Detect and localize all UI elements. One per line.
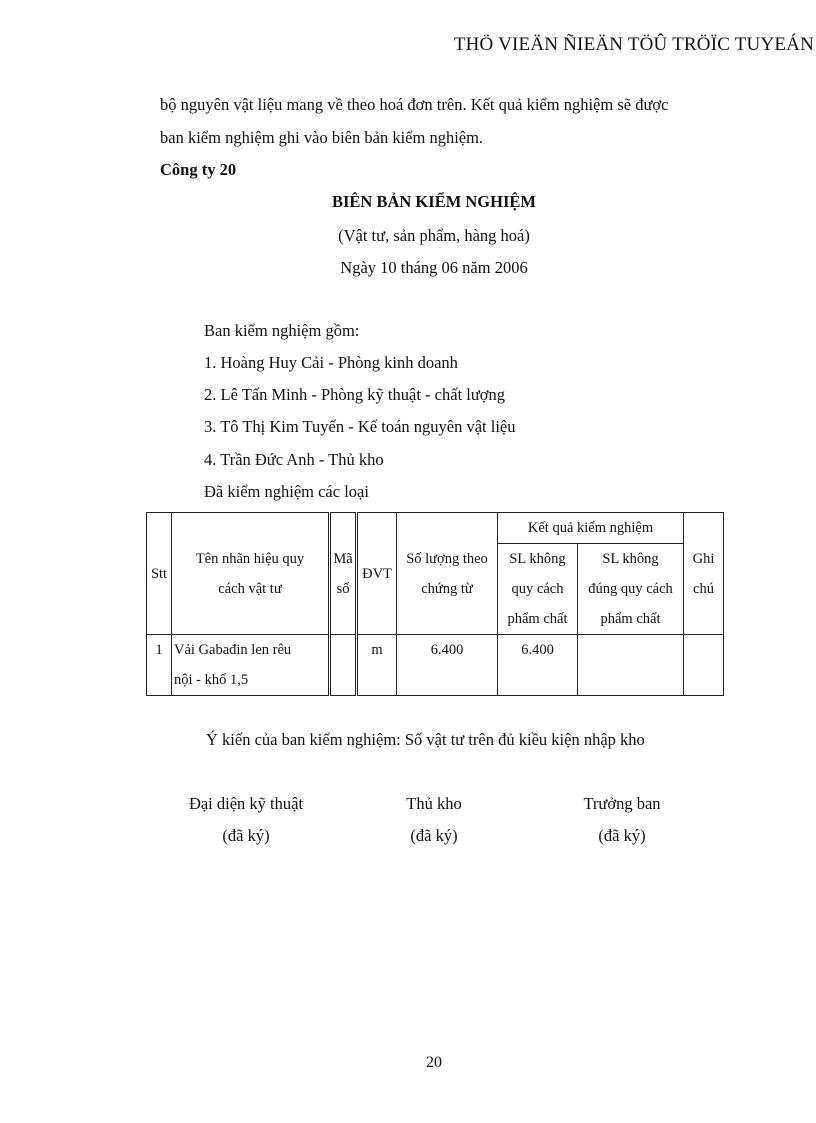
committee-member: 4. Trần Đức Anh - Thủ kho	[204, 450, 384, 469]
header-result-ok-line: quy cách	[511, 581, 564, 597]
company-name: Công ty 20	[160, 160, 237, 179]
cell-quantity: 6.400	[397, 635, 498, 696]
header-item-name	[172, 513, 330, 635]
header-result-bad-line: SL không	[602, 551, 659, 567]
intro-line-2: ban kiểm nghiệm ghi vào biên bản kiểm nghiệm.	[160, 128, 484, 147]
header-item-name-line: Tên nhãn hiệu quy	[195, 550, 305, 567]
committee-member: 2. Lê Tấn Minh - Phòng kỹ thuật - chất lượng	[204, 385, 506, 404]
header-result-bad-line: đúng quy cách	[588, 581, 673, 597]
signature-head	[522, 792, 722, 856]
cell-item-name-line: nội - khổ 1,5	[174, 672, 249, 688]
cell-unit: m	[357, 635, 397, 696]
cell-item-name-line: Vải Gabađin len rêu	[174, 642, 292, 658]
committee-heading: Ban kiểm nghiệm gồm:	[204, 321, 360, 340]
signature-status: (đã ký)	[222, 826, 270, 845]
header-note-line: Ghi	[692, 550, 715, 567]
signature-role: Đại diện kỹ thuật	[188, 794, 304, 813]
header-result-ok-line: phẩm chất	[507, 611, 568, 627]
header-item-name-line: cách vật tư	[218, 580, 282, 597]
header-code-line: số	[336, 580, 350, 597]
document-subtitle: (Vật tư, sản phẩm, hàng hoá)	[338, 226, 530, 245]
header-result-ok	[498, 544, 578, 635]
inspection-table	[146, 512, 724, 696]
header-note	[684, 513, 724, 635]
cell-result-ok: 6.400	[498, 635, 578, 696]
header-result-bad-line: phẩm chất	[600, 611, 661, 627]
document-title: BIÊN BẢN KIỂM NGHIỆM	[332, 192, 536, 211]
committee-member: 1. Hoàng Huy Cải - Phòng kinh doanh	[204, 353, 458, 372]
header-quantity-line: Số lượng theo	[406, 550, 488, 567]
committee-member: 3. Tô Thị Kim Tuyến - Kế toán nguyên vật liệu	[204, 417, 516, 436]
cell-stt: 1	[147, 635, 172, 696]
header-result-bad	[578, 544, 684, 635]
signature-technical	[146, 792, 346, 856]
header-note-line: chú	[693, 580, 714, 597]
checked-items-label: Đã kiểm nghiệm các loại	[204, 482, 369, 501]
document-date: Ngày 10 tháng 06 năm 2006	[340, 258, 528, 277]
header-stt: Stt	[147, 513, 172, 635]
cell-item-name	[172, 635, 330, 696]
signature-status: (đã ký)	[410, 826, 458, 845]
intro-line-1: bộ nguyên vật liệu mang về theo hoá đơn trên. Kết quả kiểm nghiệm sẽ được	[160, 95, 669, 114]
header-result: Kết quả kiểm nghiệm	[498, 513, 684, 544]
header-result-ok-line: SL không	[509, 551, 566, 567]
header-code-line: Mã	[333, 550, 353, 567]
header-quantity	[397, 513, 498, 635]
header-code	[330, 513, 357, 635]
signature-storekeeper	[334, 792, 534, 856]
signature-role: Trưởng ban	[583, 794, 661, 813]
table-header-row	[147, 513, 724, 544]
cell-note	[684, 635, 724, 696]
committee-opinion: Ý kiến của ban kiểm nghiệm: Số vật tư trên đủ kiều kiện nhập kho	[206, 730, 645, 749]
cell-result-bad	[578, 635, 684, 696]
table-row	[147, 635, 724, 696]
page-number: 20	[426, 1054, 442, 1071]
header-quantity-line: chứng từ	[421, 580, 473, 597]
signature-role: Thủ kho	[406, 794, 462, 813]
library-header: THÖ VIEÄN ÑIEÄN TÖÛ TRÖÏC TUYEÁN	[453, 34, 814, 55]
header-unit: ĐVT	[357, 513, 397, 635]
signature-status: (đã ký)	[598, 826, 646, 845]
cell-code	[330, 635, 357, 696]
